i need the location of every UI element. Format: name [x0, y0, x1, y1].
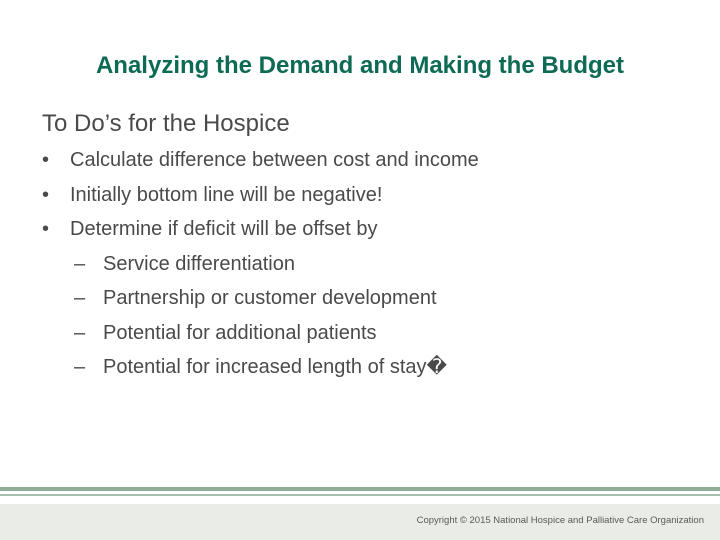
sub-bullet-item: [42, 319, 479, 354]
sub-bullet-text: Partnership or customer development: [103, 287, 437, 309]
bullet-list: [42, 146, 479, 388]
sub-bullet-text: Service differentiation: [103, 252, 295, 275]
bullet-item: [42, 181, 479, 216]
footer-divider: [0, 487, 720, 491]
bullet-marker: •: [42, 149, 50, 171]
bullet-marker: •: [42, 218, 50, 240]
sub-bullet-item: [42, 353, 479, 388]
sub-bullet-marker: –: [74, 252, 86, 275]
copyright-notice: Copyright © 2015 National Hospice and Palliative Care Organization: [416, 515, 704, 526]
sub-bullet-item: [42, 250, 479, 285]
sub-bullet-marker: –: [74, 356, 86, 378]
sub-bullet-text: Potential for increased length of stay�: [103, 356, 448, 378]
sub-bullet-item: [42, 284, 479, 319]
sub-bullet-marker: –: [74, 287, 86, 309]
slide-subtitle: To Do’s for the Hospice: [42, 110, 290, 137]
bullet-text: Determine if deficit will be offset by: [70, 218, 378, 240]
sub-bullet-marker: –: [74, 321, 86, 344]
footer-divider-thin: [0, 494, 720, 496]
bullet-item: [42, 146, 479, 181]
slide-title: Analyzing the Demand and Making the Budget: [95, 52, 625, 79]
bullet-item: [42, 215, 479, 250]
bullet-text: Calculate difference between cost and income: [70, 149, 479, 171]
bullet-marker: •: [42, 183, 50, 206]
sub-bullet-text: Potential for additional patients: [103, 321, 377, 344]
bullet-text: Initially bottom line will be negative!: [70, 183, 383, 206]
